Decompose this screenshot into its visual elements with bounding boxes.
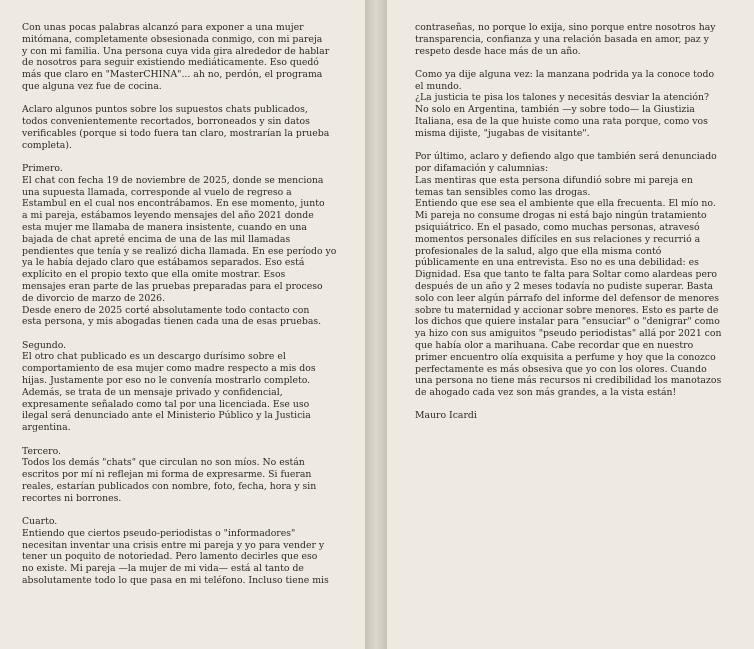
paragraph-intro: Con unas pocas palabras alcanzó para exponer a una mujer mitómana, completamente obsesionada conmigo, con mi pareja y con mi familia. Una persona cuya vida gira alrededor de hablar de nosotros para seguir existiendo mediáticamente. Eso quedó más que claro en "MasterCHINA"... ah no, perdón, el programa que alguna vez fue de cocina. — [22, 22, 330, 92]
paragraph-continuation: contraseñas, no porque lo exija, sino porque entre nosotros hay transparencia, confianza y una relación basada en amor, paz y respeto desde hace más de un año. — [415, 22, 716, 57]
paragraph-fourth-point: Cuarto. Entiendo que ciertos pseudo-periodistas o "informadores" necesitan inventar una crisis entre mi pareja y yo para vender y tener un poquito de notoriedad. Pero lamento decirles que eso no existe. Mi pareja —la mujer de mi vida— está al tanto de absolutamente todo lo que pasa en mi teléfono. Incluso tiene mis — [22, 515, 329, 586]
paragraph-second-point: Segundo. El otro chat publicado es un descargo durísimo sobre el comportamiento de esa mujer como madre respecto a mis dos hijas. Justamente por eso no le convenía mostrarlo completo. Además, se trata de un mensaje privado y confidencial, expresamente señalado como tal por una licenciada. Ese uso ilegal será denunciado ante el Ministerio Público y la Justicia argentina. — [22, 339, 316, 434]
paragraph-final: Por último, aclaro y defiendo algo que también será denunciado por difamación y calumnias: Las mentiras que esta persona difundió sobre mi pareja en temas tan sensibles como las drogas. Entiendo que ese sea el ambiente que ella frecuenta. El mío no. Mi pareja no consume drogas ni está bajo ningún tratamiento psiquiátrico. En el pasado, como muchas personas, atravesó momentos personales difíciles en sus relaciones y recurrió a profesionales de la salud, algo que ella misma contó públicamente en una entrevista. Eso no es una debilidad: es Dignidad. Esa que tanto te falta para Soltar como alardeas pero después de un año y 2 meses todavía no pudiste superar. Basta solo con leer algún párrafo del informe del defensor de menores sobre tu maternidad y accionar sobre menores. Esto es parte de los dichos que quiere instalar para "ensuciar" o "denigrar" como ya hizo con sus amiguitos "pseudo periodistas" allá por 2021 con que había olor a marihuana. Cabe recordar que en nuestro primer encuentro olía exquisita a perfume y hoy que la conozco perfectamente es más obsesiva que yo con los olores. Cuando una persona no tiene más recursos ni credibilidad los manotazos de ahogado cada vez son más grandes, a la vista están! — [415, 151, 722, 399]
paragraph-first-point: Primero. El chat con fecha 19 de noviembre de 2025, donde se menciona una supuesta llamada, corresponde al vuelo de regreso a Estambul en el cual nos encontrábamos. En ese momento, junto a mi pareja, estábamos leyendo mensajes del año 2021 donde esta mujer me llamaba de manera insistente, cuando en una bajada de chat apreté encima de una de las mil llamadas pendientes que tenía y se realizó dicha llamada. En ese período yo ya le había dejado claro que estábamos separados. Eso está explícito en el propio texto que ella omite mostrar. Esos mensajes eran parte de las pruebas preparadas para el proceso de divorcio de marzo de 2026. Desde enero de 2025 corté absolutamente todo contacto con esta persona, y mis abogadas tienen cada una de esas pruebas. — [22, 162, 337, 328]
right-page — [387, 0, 754, 649]
left-page — [0, 0, 365, 649]
paragraph-third-point: Tercero. Todos los demás "chats" que circulan no son míos. No están escritos por mí ni reflejan mi forma de expresarme. Si fueran reales, estarían publicados con nombre, foto, fecha, hora y sin recortes ni borrones. — [22, 445, 317, 504]
paragraph-clarification: Aclaro algunos puntos sobre los supuestos chats publicados, todos convenientemente recortados, borroneados y sin datos verificables (porque si todo fuera tan claro, mostrarían la prueba completa). — [22, 104, 330, 151]
page-gutter — [365, 0, 387, 649]
paragraph-apple: Como ya dije alguna vez: la manzana podrida ya la conoce todo el mundo. ¿La justicia te pisa los talones y necesitás desviar la atención? No solo en Argentina, también —y sobre todo— la Giustizia Italiana, esa de la que huiste como una rata porque, como vos misma dijiste, "jugabas de visitante". — [415, 68, 715, 139]
signature: Mauro Icardi — [415, 410, 477, 422]
